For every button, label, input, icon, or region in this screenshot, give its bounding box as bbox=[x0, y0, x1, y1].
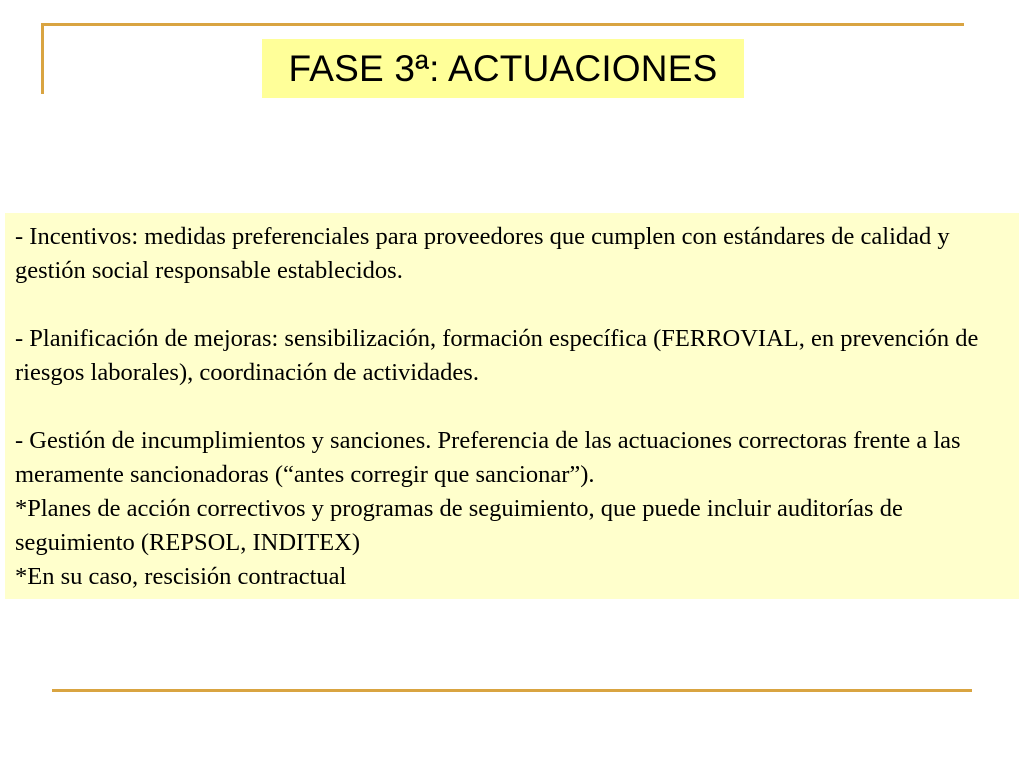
bottom-decorative-rule bbox=[52, 689, 972, 692]
paragraph-spacer bbox=[15, 288, 1009, 322]
paragraph-planes-accion: *Planes de acción correctivos y programas de seguimiento, que puede incluir auditorías de seguimiento (REPSOL, INDITEX) bbox=[15, 495, 903, 556]
paragraph-gestion: - Gestión de incumplimientos y sanciones. Preferencia de las actuaciones correctoras frente a las meramente sancionadoras (“antes corregir que sancionar”). bbox=[15, 427, 961, 488]
title-box bbox=[262, 39, 744, 98]
paragraph-incentivos: - Incentivos: medidas preferenciales para proveedores que cumplen con estándares de calidad y gestión social responsable establecidos. bbox=[15, 223, 950, 284]
paragraph-planificacion: - Planificación de mejoras: sensibilización, formación específica (FERROVIAL, en prevención de riesgos laborales), coordinación de actividades. bbox=[15, 325, 979, 386]
left-decorative-rule bbox=[41, 23, 44, 94]
top-decorative-rule bbox=[42, 23, 964, 26]
slide-title: FASE 3ª: ACTUACIONES bbox=[288, 47, 718, 89]
content-box bbox=[5, 213, 1019, 599]
paragraph-rescision: *En su caso, rescisión contractual bbox=[15, 563, 347, 590]
paragraph-spacer bbox=[15, 390, 1009, 424]
